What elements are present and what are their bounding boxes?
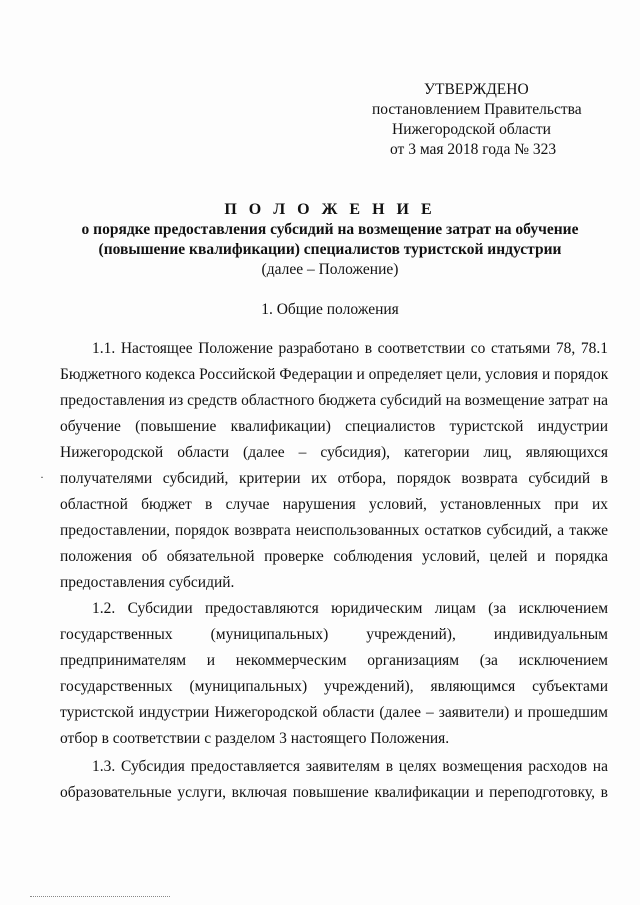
text-line: областной бюджет в случае нарушения условий, установленных при их [60, 496, 608, 513]
text-line: обучение (повышение квалификации) специалистов туристской индустрии [60, 418, 608, 435]
approval-title: УТВЕРЖДЕНО [424, 81, 529, 98]
approval-line: Нижегородской области [392, 121, 551, 138]
title-subtitle: о порядке предоставления субсидий на возмещение затрат на обучение [81, 221, 579, 238]
text-line: положения об обязательной проверке соблюдения условий, целей и порядка [60, 548, 608, 565]
text-line: отбор в соответствии с разделом 3 настоящего Положения. [60, 730, 450, 747]
text-line: 1.3. Субсидия предоставляется заявителям в целях возмещения расходов на [92, 758, 608, 775]
text-line: образовательные услуги, включая повышение квалификации и переподготовку, в [60, 784, 608, 801]
text-line: предоставления из средств областного бюджета субсидий на возмещение затрат на [60, 392, 608, 409]
text-line: государственных (муниципальных) учреждений), являющимся субъектами [60, 678, 608, 695]
title-main: П О Л О Ж Е Н И Е [224, 201, 436, 218]
approval-date: от 3 мая 2018 года № 323 [390, 141, 557, 158]
title-subtitle: (повышение квалификации) специалистов туристской индустрии [98, 241, 562, 258]
scan-edge [30, 896, 170, 897]
approval-stamp [372, 80, 602, 160]
document-title [60, 200, 600, 280]
text-line: Нижегородской области (далее – субсидия), категории лиц, являющихся [60, 444, 608, 461]
text-line: получателями субсидий, критерии их отбора, порядок возврата субсидий в [60, 470, 608, 487]
text-line: Бюджетного кодекса Российской Федерации и определяет цели, условия и порядок [60, 366, 609, 383]
approval-line: постановлением Правительства [372, 101, 582, 118]
text-line: предпринимателям и некоммерческим организациям (за исключением [60, 652, 608, 669]
text-line: 1.1. Настоящее Положение разработано в соответствии со статьями 78, 78.1 [92, 340, 608, 357]
text-line: государственных (муниципальных) учреждений), индивидуальным [60, 626, 608, 643]
section-heading: 1. Общие положения [261, 301, 399, 318]
text-line: предоставлении, порядок возврата неиспользованных остатков субсидий, а также [60, 522, 608, 539]
text-line: туристской индустрии Нижегородской области (далее – заявители) и прошедшим [60, 704, 608, 721]
text-line: предоставления субсидий. [60, 574, 235, 591]
title-note: (далее – Положение) [261, 261, 399, 278]
scan-speck: · [40, 470, 44, 484]
text-line: 1.2. Субсидии предоставляются юридическим лицам (за исключением [92, 600, 608, 617]
